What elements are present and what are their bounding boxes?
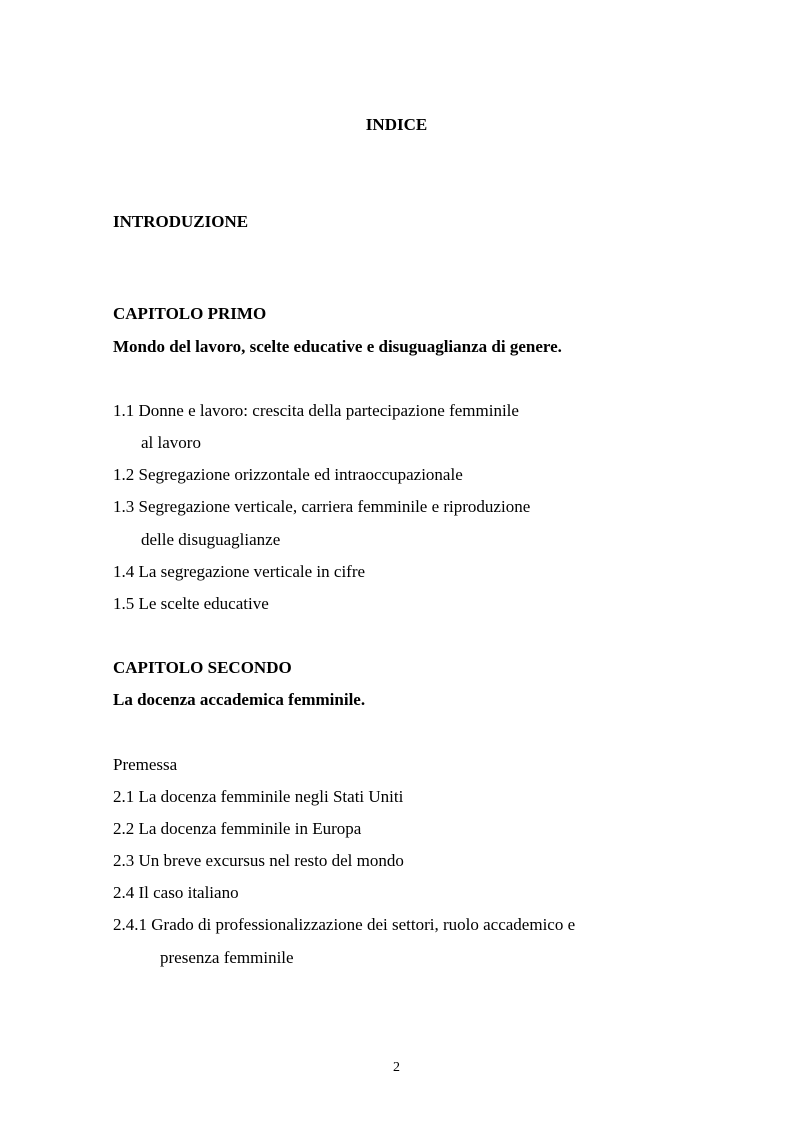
chapter-1-heading: CAPITOLO PRIMO xyxy=(113,304,267,323)
toc-entry-1-3: 1.3 Segregazione verticale, carriera femminile e riproduzione xyxy=(113,497,531,516)
toc-entry-2-4-1: 2.4.1 Grado di professionalizzazione dei settori, ruolo accademico e xyxy=(113,915,576,934)
page-title: INDICE xyxy=(365,115,428,134)
toc-entry-1-1: 1.1 Donne e lavoro: crescita della partecipazione femminile xyxy=(113,401,519,420)
toc-entry-1-4: 1.4 La segregazione verticale in cifre xyxy=(113,562,366,581)
toc-entry-1-1-continued: al lavoro xyxy=(141,433,201,452)
introduction-heading: INTRODUZIONE xyxy=(113,212,249,231)
toc-entry-premessa: Premessa xyxy=(113,755,178,774)
page-number: 2 xyxy=(393,1060,400,1075)
toc-entry-2-2: 2.2 La docenza femminile in Europa xyxy=(113,819,362,838)
toc-entry-2-4: 2.4 Il caso italiano xyxy=(113,883,239,902)
toc-entry-2-3: 2.3 Un breve excursus nel resto del mondo xyxy=(113,851,404,870)
chapter-2-heading: CAPITOLO SECONDO xyxy=(113,658,292,677)
toc-entry-1-2: 1.2 Segregazione orizzontale ed intraoccupazionale xyxy=(113,465,463,484)
toc-entry-1-5: 1.5 Le scelte educative xyxy=(113,594,269,613)
toc-entry-2-1: 2.1 La docenza femminile negli Stati Uniti xyxy=(113,787,404,806)
toc-entry-2-4-1-continued: presenza femminile xyxy=(160,948,294,967)
chapter-2-subtitle: La docenza accademica femminile. xyxy=(113,690,366,709)
toc-entry-1-3-continued: delle disuguaglianze xyxy=(141,530,281,549)
chapter-1-subtitle: Mondo del lavoro, scelte educative e disuguaglianza di genere. xyxy=(113,337,562,356)
